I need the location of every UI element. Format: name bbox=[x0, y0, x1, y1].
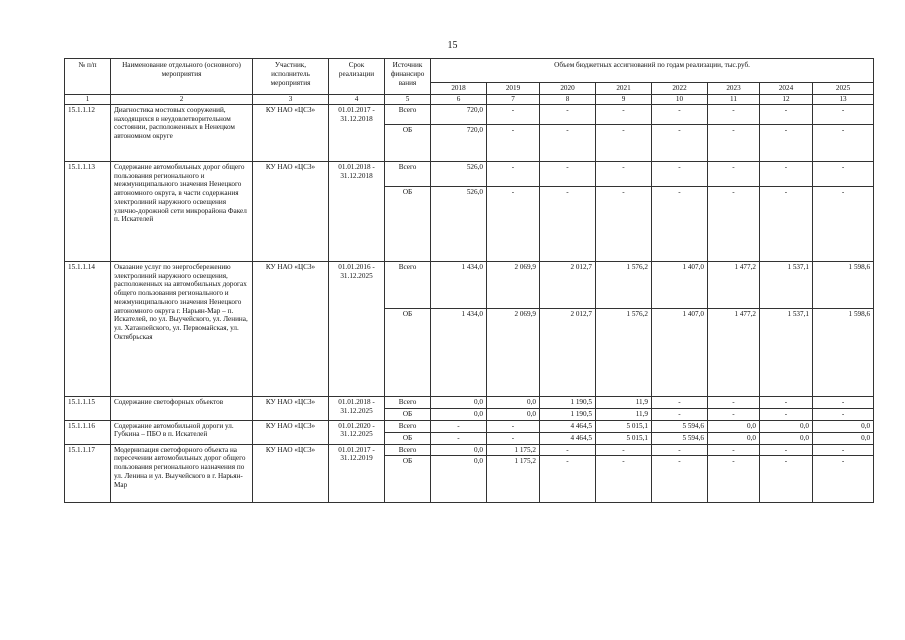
measure-name: Содержание автомобильной дороги ул. Губкина – ПБО в п. Искателей bbox=[111, 420, 253, 444]
budget-value: - bbox=[708, 456, 760, 503]
row-number: 15.1.1.14 bbox=[65, 261, 111, 396]
budget-value: - bbox=[708, 186, 760, 261]
budget-value: - bbox=[760, 456, 813, 503]
budget-value: - bbox=[652, 408, 708, 420]
budget-value: 0,0 bbox=[431, 456, 487, 503]
budget-value: 4 464,5 bbox=[540, 432, 596, 444]
budget-value: 2 012,7 bbox=[540, 261, 596, 308]
budget-value: 1 407,0 bbox=[652, 261, 708, 308]
budget-value: 1 175,2 bbox=[487, 456, 540, 503]
header-year: 2023 bbox=[708, 83, 760, 95]
budget-value: - bbox=[760, 408, 813, 420]
budget-value: - bbox=[540, 444, 596, 456]
budget-value: - bbox=[431, 420, 487, 432]
header-year: 2019 bbox=[487, 83, 540, 95]
column-number: 3 bbox=[253, 95, 329, 105]
budget-value: 1 190,5 bbox=[540, 396, 596, 408]
column-number: 7 bbox=[487, 95, 540, 105]
budget-value: - bbox=[487, 420, 540, 432]
budget-value: - bbox=[760, 124, 813, 161]
budget-value: - bbox=[813, 161, 874, 186]
row-number: 15.1.1.17 bbox=[65, 444, 111, 503]
budget-value: - bbox=[760, 444, 813, 456]
budget-value: 0,0 bbox=[431, 396, 487, 408]
budget-value: 1 598,6 bbox=[813, 261, 874, 308]
measure-name: Содержание светофорных объектов bbox=[111, 396, 253, 420]
budget-value: - bbox=[540, 161, 596, 186]
budget-value: - bbox=[760, 186, 813, 261]
budget-value: 1 407,0 bbox=[652, 308, 708, 396]
budget-table bbox=[64, 58, 874, 503]
budget-value: - bbox=[652, 104, 708, 124]
budget-value: 1 175,2 bbox=[487, 444, 540, 456]
header-year: 2022 bbox=[652, 83, 708, 95]
budget-value: - bbox=[813, 186, 874, 261]
table-row bbox=[65, 444, 874, 456]
budget-value: 1 576,2 bbox=[596, 261, 652, 308]
measure-name: Модернизация светофорного объекта на пересечении автомобильных дорог общего пользования регионального назначения по ул. Ленина и ул. Выучейского в г. Нарьян-Мар bbox=[111, 444, 253, 503]
budget-value: - bbox=[540, 124, 596, 161]
budget-value: 11,9 bbox=[596, 396, 652, 408]
budget-value: - bbox=[487, 432, 540, 444]
budget-value: 1 434,0 bbox=[431, 308, 487, 396]
column-number: 11 bbox=[708, 95, 760, 105]
row-number: 15.1.1.15 bbox=[65, 396, 111, 420]
column-number: 13 bbox=[813, 95, 874, 105]
header-year: 2018 bbox=[431, 83, 487, 95]
term: 01.01.2017 - 31.12.2018 bbox=[329, 104, 385, 161]
column-number: 4 bbox=[329, 95, 385, 105]
budget-value: 5 594,6 bbox=[652, 432, 708, 444]
budget-value: - bbox=[708, 444, 760, 456]
budget-value: 0,0 bbox=[708, 420, 760, 432]
budget-value: 720,0 bbox=[431, 104, 487, 124]
participant: КУ НАО «ЦСЗ» bbox=[253, 396, 329, 420]
budget-value: 4 464,5 bbox=[540, 420, 596, 432]
budget-value: - bbox=[431, 432, 487, 444]
header-row bbox=[65, 59, 874, 83]
budget-value: 5 015,1 bbox=[596, 420, 652, 432]
budget-value: 0,0 bbox=[760, 432, 813, 444]
column-number-row bbox=[65, 95, 874, 105]
table-row bbox=[65, 261, 874, 308]
budget-value: - bbox=[708, 161, 760, 186]
funding-source: Всего bbox=[385, 420, 431, 432]
header-num: № п/п bbox=[65, 59, 111, 95]
table-row bbox=[65, 420, 874, 432]
participant: КУ НАО «ЦСЗ» bbox=[253, 161, 329, 261]
page-number: 15 bbox=[447, 40, 458, 51]
budget-value: - bbox=[487, 186, 540, 261]
budget-value: - bbox=[813, 396, 874, 408]
header-name: Наименование отдельного (основного) мероприятия bbox=[111, 59, 253, 95]
budget-value: - bbox=[487, 124, 540, 161]
funding-source: ОБ bbox=[385, 124, 431, 161]
budget-value: 5 594,6 bbox=[652, 420, 708, 432]
budget-value: 11,9 bbox=[596, 408, 652, 420]
budget-value: 1 477,2 bbox=[708, 261, 760, 308]
budget-value: - bbox=[760, 396, 813, 408]
funding-source: ОБ bbox=[385, 408, 431, 420]
participant: КУ НАО «ЦСЗ» bbox=[253, 444, 329, 503]
budget-value: - bbox=[813, 408, 874, 420]
table-row bbox=[65, 161, 874, 186]
header-term: Срок реализации bbox=[329, 59, 385, 95]
budget-value: - bbox=[708, 408, 760, 420]
budget-value: 1 598,6 bbox=[813, 308, 874, 396]
budget-value: - bbox=[708, 396, 760, 408]
budget-value: - bbox=[540, 456, 596, 503]
budget-value: - bbox=[813, 444, 874, 456]
column-number: 1 bbox=[65, 95, 111, 105]
header-source: Источник финансиро вания bbox=[385, 59, 431, 95]
header-year: 2025 bbox=[813, 83, 874, 95]
column-number: 2 bbox=[111, 95, 253, 105]
budget-value: 1 537,1 bbox=[760, 308, 813, 396]
measure-name: Оказание услуг по энергосбережению электролиний наружного освещения, расположенных на автомобильных дорогах общего пользования регионального и межмуниципального значения Ненецкого автономного округа г. Нарьян-Мар – п. Искателей, по ул. Выучейского, ул. Ленина, ул. Хатанзейского, ул. Первомайская, ул. Октябрьская bbox=[111, 261, 253, 396]
budget-value: 1 537,1 bbox=[760, 261, 813, 308]
funding-source: ОБ bbox=[385, 186, 431, 261]
budget-value: - bbox=[813, 124, 874, 161]
header-year: 2020 bbox=[540, 83, 596, 95]
budget-value: - bbox=[596, 161, 652, 186]
budget-value: - bbox=[813, 104, 874, 124]
budget-value: 2 069,9 bbox=[487, 261, 540, 308]
budget-value: 1 434,0 bbox=[431, 261, 487, 308]
budget-value: - bbox=[487, 104, 540, 124]
budget-value: 526,0 bbox=[431, 161, 487, 186]
budget-value: 0,0 bbox=[431, 408, 487, 420]
budget-value: 0,0 bbox=[813, 420, 874, 432]
budget-value: - bbox=[540, 186, 596, 261]
term: 01.01.2020 - 31.12.2025 bbox=[329, 420, 385, 444]
participant: КУ НАО «ЦСЗ» bbox=[253, 104, 329, 161]
budget-value: - bbox=[652, 444, 708, 456]
budget-value: 1 190,5 bbox=[540, 408, 596, 420]
budget-value: - bbox=[540, 104, 596, 124]
term: 01.01.2018 - 31.12.2025 bbox=[329, 396, 385, 420]
budget-value: 1 477,2 bbox=[708, 308, 760, 396]
budget-value: - bbox=[596, 124, 652, 161]
budget-value: 0,0 bbox=[760, 420, 813, 432]
budget-value: - bbox=[596, 186, 652, 261]
participant: КУ НАО «ЦСЗ» bbox=[253, 261, 329, 396]
funding-source: Всего bbox=[385, 104, 431, 124]
column-number: 12 bbox=[760, 95, 813, 105]
budget-value: - bbox=[760, 161, 813, 186]
funding-source: Всего bbox=[385, 444, 431, 456]
budget-value: 526,0 bbox=[431, 186, 487, 261]
budget-value: 2 012,7 bbox=[540, 308, 596, 396]
funding-source: Всего bbox=[385, 261, 431, 308]
table-row bbox=[65, 396, 874, 408]
row-number: 15.1.1.13 bbox=[65, 161, 111, 261]
budget-value: - bbox=[596, 456, 652, 503]
budget-value: 0,0 bbox=[487, 396, 540, 408]
term: 01.01.2018 - 31.12.2018 bbox=[329, 161, 385, 261]
budget-value: 0,0 bbox=[487, 408, 540, 420]
budget-value: - bbox=[652, 396, 708, 408]
budget-value: - bbox=[813, 456, 874, 503]
budget-value: - bbox=[596, 104, 652, 124]
column-number: 8 bbox=[540, 95, 596, 105]
budget-value: - bbox=[596, 444, 652, 456]
measure-name: Содержание автомобильных дорог общего пользования регионального и межмуниципального значения Ненецкого автономного округа, в части содержания электролиний наружного освещения улично-дорожной сети микрорайона Факел п. Искателей bbox=[111, 161, 253, 261]
budget-value: - bbox=[652, 456, 708, 503]
row-number: 15.1.1.16 bbox=[65, 420, 111, 444]
term: 01.01.2016 - 31.12.2025 bbox=[329, 261, 385, 396]
budget-value: - bbox=[652, 186, 708, 261]
funding-source: ОБ bbox=[385, 432, 431, 444]
budget-value: - bbox=[652, 124, 708, 161]
budget-value: 2 069,9 bbox=[487, 308, 540, 396]
term: 01.01.2017 - 31.12.2019 bbox=[329, 444, 385, 503]
budget-value: 0,0 bbox=[708, 432, 760, 444]
header-participant: Участник, исполнитель мероприятия bbox=[253, 59, 329, 95]
budget-value: 5 015,1 bbox=[596, 432, 652, 444]
budget-value: - bbox=[708, 104, 760, 124]
table-row bbox=[65, 104, 874, 124]
measure-name: Диагностика мостовых сооружений, находящихся в неудовлетворительном состоянии, расположенных в Ненецком автономном округе bbox=[111, 104, 253, 161]
budget-value: 1 576,2 bbox=[596, 308, 652, 396]
header-year: 2024 bbox=[760, 83, 813, 95]
table-body bbox=[65, 104, 874, 503]
header-volume: Объем бюджетных ассигнований по годам реализации, тыс.руб. bbox=[431, 59, 874, 83]
column-number: 5 bbox=[385, 95, 431, 105]
participant: КУ НАО «ЦСЗ» bbox=[253, 420, 329, 444]
budget-value: 720,0 bbox=[431, 124, 487, 161]
column-number: 9 bbox=[596, 95, 652, 105]
budget-value: - bbox=[708, 124, 760, 161]
budget-value: - bbox=[760, 104, 813, 124]
header-year: 2021 bbox=[596, 83, 652, 95]
budget-value: 0,0 bbox=[813, 432, 874, 444]
column-number: 10 bbox=[652, 95, 708, 105]
budget-value: - bbox=[652, 161, 708, 186]
budget-value: - bbox=[487, 161, 540, 186]
budget-value: 0,0 bbox=[431, 444, 487, 456]
row-number: 15.1.1.12 bbox=[65, 104, 111, 161]
funding-source: ОБ bbox=[385, 456, 431, 503]
funding-source: Всего bbox=[385, 396, 431, 408]
funding-source: Всего bbox=[385, 161, 431, 186]
column-number: 6 bbox=[431, 95, 487, 105]
funding-source: ОБ bbox=[385, 308, 431, 396]
